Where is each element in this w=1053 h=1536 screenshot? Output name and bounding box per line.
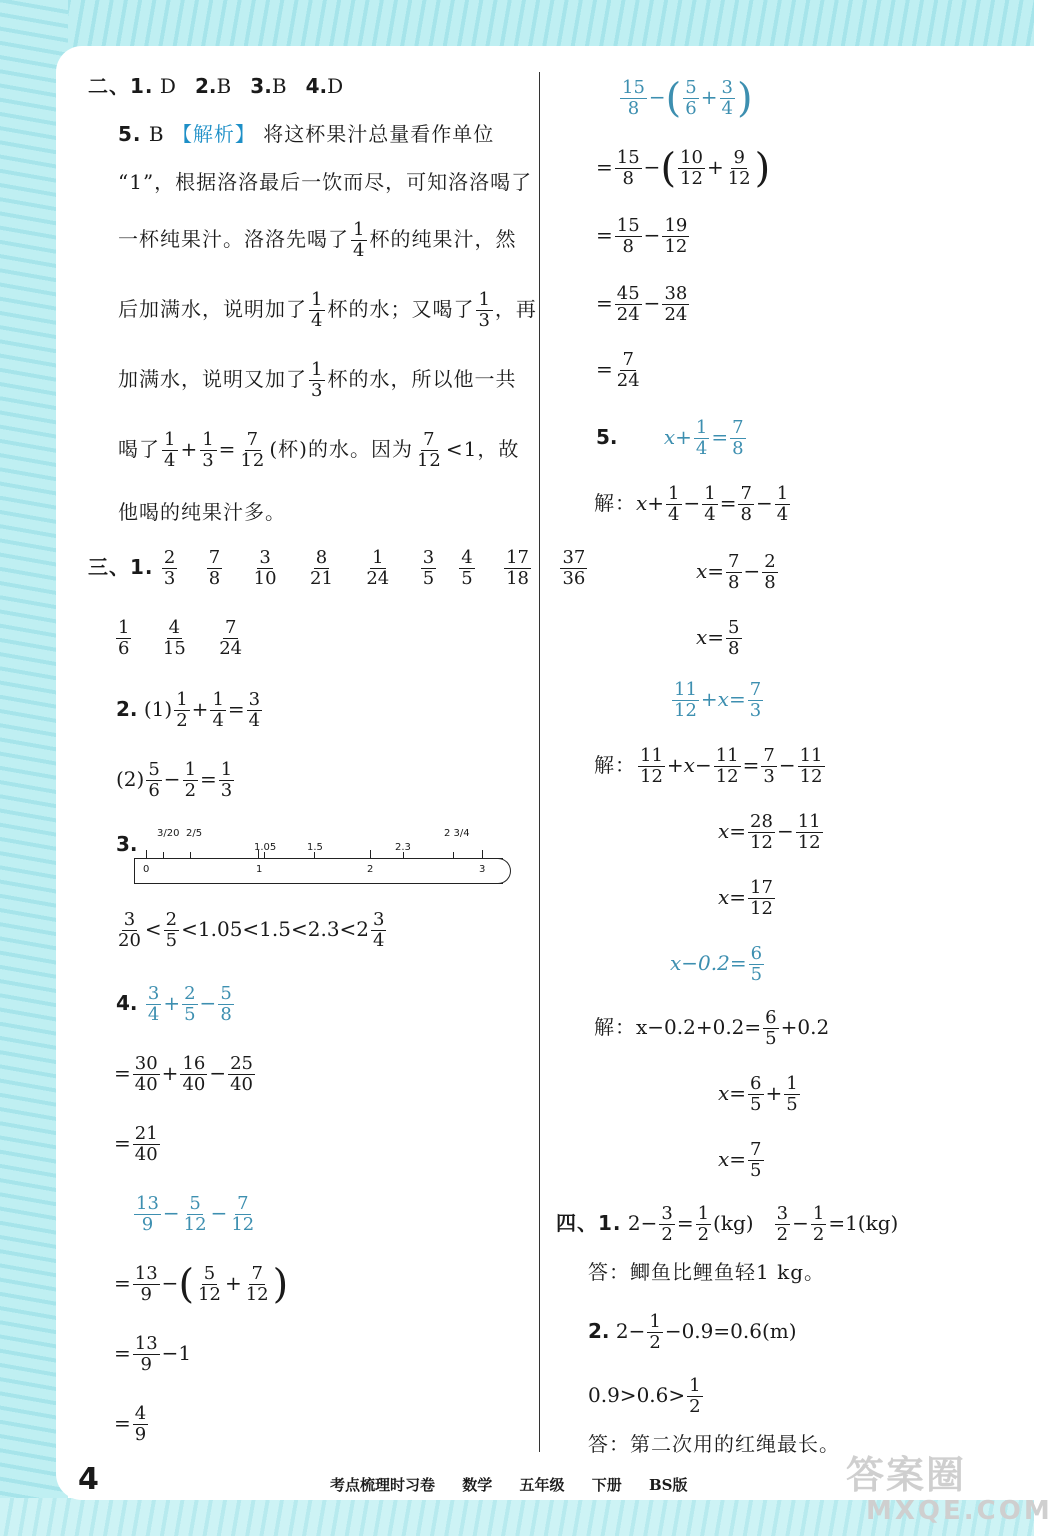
question-num: 3. [250, 74, 272, 98]
fraction: $\frac{6}{5}$ [750, 943, 763, 985]
sec2-q5-line6: 喝了 $\frac{1}{4}$ + $\frac{1}{3}$ = $\frac{7}{12}$ (杯)的水。因为 $\frac{7}{12}$ <1，故 [118, 429, 520, 471]
calc-step: = $\frac{30}{40}$ + $\frac{16}{40}$ − $\frac{25}{40}$ [114, 1053, 254, 1095]
fraction: $\frac{5}{8}$ [220, 983, 232, 1025]
fraction: $\frac{1}{3}$ [478, 289, 491, 331]
fraction: $\frac{37}{36}$ [562, 547, 586, 589]
explanation-text: 他喝的纯果汁多。 [118, 500, 286, 524]
edition: BS版 [649, 1476, 688, 1494]
explanation-text: 喝了 [118, 436, 160, 461]
sec2-q5-line3 [118, 220, 516, 261]
calc-step: = $\frac{7}{24}$ [596, 349, 640, 391]
fraction: $\frac{1}{2}$ [649, 1311, 661, 1353]
right-eq3-given [670, 944, 766, 985]
unit-text: =1(kg) [828, 1210, 899, 1235]
sub-question-label: (2) [116, 766, 145, 791]
ruler-top-label: 1.5 [307, 842, 323, 853]
fraction: $\frac{7}{5}$ [750, 1139, 762, 1181]
calc-step: = $\frac{4}{9}$ [114, 1403, 147, 1445]
ruler-top-label: 2.3 [395, 842, 411, 853]
grade: 五年级 [519, 1476, 565, 1494]
fraction: $\frac{2}{3}$ [163, 547, 176, 589]
fraction: $\frac{7}{8}$ [740, 483, 752, 525]
fraction: $\frac{7}{8}$ [728, 551, 740, 593]
question-num: 2. [588, 1318, 610, 1343]
ruler-tick [453, 852, 454, 858]
answer-4: D [327, 74, 344, 98]
fraction: $\frac{7}{8}$ [208, 547, 221, 589]
explanation-text: <1，故 [445, 436, 520, 461]
comparison-text: <1.05<1.5<2.3<2 [181, 916, 370, 941]
sec2-q5-line2 [118, 172, 532, 192]
ruler-tick [146, 850, 147, 858]
fraction: $\frac{16}{40}$ [182, 1053, 206, 1095]
sec3-q1-row1 [88, 548, 589, 589]
fraction: $\frac{21}{40}$ [134, 1123, 158, 1165]
calc-step: = $\frac{21}{40}$ [114, 1123, 158, 1165]
fraction: $\frac{1}{3}$ [202, 429, 215, 471]
fraction: $\frac{17}{18}$ [506, 547, 530, 589]
fraction: $\frac{7}{3}$ [749, 679, 762, 721]
page-number: 4 [78, 1462, 99, 1497]
fraction: $\frac{2}{5}$ [184, 983, 196, 1025]
fraction: $\frac{1}{4}$ [164, 429, 177, 471]
fraction: $\frac{7}{3}$ [763, 745, 775, 787]
fraction: $\frac{28}{12}$ [750, 811, 773, 853]
question-num: 2. [116, 696, 138, 721]
explanation-text: (杯)的水。因为 [269, 436, 413, 461]
sec3-q4-expr2: $\frac{13}{9}$ − $\frac{5}{12}$ − $\frac{7}{12}$ [136, 1193, 255, 1235]
fraction: $\frac{5}{6}$ [685, 77, 697, 119]
fraction: $\frac{38}{24}$ [664, 283, 688, 325]
ruler-tick [163, 852, 164, 858]
explanation-text: 一杯纯果汁。洛洛先喝了 [118, 226, 349, 251]
sec3-q3-comparison: $\frac{3}{20}$ < $\frac{2}{5}$ <1.05<1.5<2.3<2 $\frac{3}{4}$ [118, 909, 385, 951]
explanation-text: 杯的纯果汁，然 [369, 226, 517, 251]
fraction: $\frac{45}{24}$ [616, 283, 640, 325]
equation-text: x−0.2= [670, 950, 747, 975]
fraction: $\frac{15}{8}$ [622, 77, 645, 119]
right-expr1: $\frac{15}{8}$ −( $\frac{5}{6}$ + $\frac{3}{4}$ ) [622, 75, 753, 122]
fraction: $\frac{6}{5}$ [765, 1007, 777, 1049]
fraction: $\frac{3}{2}$ [776, 1203, 789, 1245]
fraction: $\frac{3}{2}$ [661, 1203, 673, 1245]
question-num: 3. [116, 832, 138, 856]
section-2-heading: 二、1. [88, 74, 154, 98]
explanation-text: “1”，根据洛洛最后一饮而尽，可知洛洛喝了 [118, 170, 533, 194]
solve-label: 解： [594, 1014, 636, 1039]
solve-step: x= $\frac{5}{8}$ [696, 617, 740, 659]
question-num: 5. [118, 122, 142, 146]
fraction: $\frac{7}{12}$ [416, 429, 442, 471]
ruler-bottom-label: 0 [143, 864, 150, 875]
ruler-tick [370, 850, 371, 858]
fraction: $\frac{11}{12}$ [640, 745, 663, 787]
ruler [134, 858, 503, 884]
fraction: $\frac{3}{4}$ [721, 77, 733, 119]
watermark-logo: 答案圈 [846, 1453, 967, 1497]
sec2-q5-line7 [118, 502, 286, 522]
ruler-top-label: 2 3/4 [444, 828, 470, 839]
fraction: $\frac{1}{3}$ [311, 359, 324, 401]
fraction: $\frac{2}{8}$ [764, 551, 776, 593]
ruler-top-label: 1.05 [254, 842, 277, 853]
fraction: $\frac{5}{12}$ [198, 1263, 221, 1305]
sec3-q2-1: 2. (1) $\frac{1}{2}$ + $\frac{1}{4}$ = $\frac{3}{4}$ [116, 689, 261, 731]
fraction: $\frac{11}{12}$ [799, 745, 823, 787]
fraction: $\frac{7}{12}$ [245, 1263, 269, 1305]
calc-text: −1 [161, 1340, 192, 1365]
question-num: 5. [596, 424, 618, 449]
sec4-q2-cmp [588, 1376, 705, 1417]
solve-step [594, 1008, 829, 1049]
subject: 数学 [462, 1476, 493, 1494]
fraction: $\frac{11}{12}$ [715, 745, 739, 787]
sec4-q1: 四、1. 2− $\frac{3}{2}$ = $\frac{1}{2}$ (kg) $\frac{3}{2}$ − $\frac{1}{2}$ =1(kg) [556, 1203, 899, 1245]
sub-question-label: (1) [143, 696, 173, 721]
fraction: $\frac{30}{40}$ [134, 1053, 158, 1095]
fraction: $\frac{1}{2}$ [697, 1203, 710, 1245]
fraction: $\frac{2}{5}$ [165, 909, 178, 951]
fraction: $\frac{1}{2}$ [689, 1375, 701, 1417]
answer-sentence: 答：鲫鱼比鲤鱼轻1 kg。 [588, 1260, 826, 1284]
ruler-bottom-label: 3 [479, 864, 486, 875]
explanation-text: ，再 [494, 296, 537, 321]
answer-5: B [148, 122, 165, 146]
section-4-heading: 四、1. [556, 1210, 622, 1235]
fraction: $\frac{9}{12}$ [727, 147, 751, 189]
fraction: $\frac{7}{24}$ [219, 617, 243, 659]
sec3-q4-expr1: 4. $\frac{3}{4}$ + $\frac{2}{5}$ − $\frac{5}{8}$ [116, 983, 232, 1025]
fraction: $\frac{4}{5}$ [461, 547, 473, 589]
fraction: $\frac{1}{4}$ [668, 483, 680, 525]
fraction: $\frac{11}{12}$ [674, 679, 697, 721]
fraction: $\frac{5}{12}$ [183, 1193, 207, 1235]
fraction: $\frac{1}{2}$ [812, 1203, 825, 1245]
fraction: $\frac{15}{8}$ [616, 215, 640, 257]
fraction: $\frac{7}{12}$ [231, 1193, 255, 1235]
fraction: $\frac{3}{5}$ [422, 547, 435, 589]
volume: 下册 [591, 1476, 622, 1494]
ruler-bottom-label: 2 [367, 864, 374, 875]
fraction: $\frac{15}{8}$ [616, 147, 640, 189]
analysis-tag: 【解析】 [171, 122, 256, 146]
fraction: $\frac{7}{12}$ [240, 429, 266, 471]
fraction: $\frac{8}{21}$ [310, 547, 333, 589]
ruler-tick [482, 850, 483, 858]
fraction: $\frac{3}{20}$ [118, 909, 141, 951]
question-num: 4. [116, 990, 138, 1015]
calc-step: = $\frac{45}{24}$ − $\frac{38}{24}$ [596, 283, 688, 325]
solve-step: 解： $\frac{11}{12}$ +x− $\frac{11}{12}$ = $\frac{7}{3}$ − $\frac{11}{12}$ [594, 745, 823, 787]
fraction: $\frac{6}{5}$ [750, 1073, 762, 1115]
calc-step: = $\frac{15}{8}$ −( $\frac{10}{12}$ + $\frac{9}{12}$ ) [596, 145, 771, 192]
right-q5-given: 5. x+ $\frac{1}{4}$ = $\frac{7}{8}$ [596, 417, 744, 459]
fraction: $\frac{1}{4}$ [212, 689, 224, 731]
calc-step: = $\frac{13}{9}$ −( $\frac{5}{12}$ + $\frac{7}{12}$ ) [114, 1261, 289, 1308]
solve-step: x= $\frac{6}{5}$ + $\frac{1}{5}$ [718, 1073, 798, 1115]
watermark-url: MXQE.COM [866, 1496, 1053, 1526]
fraction: $\frac{1}{4}$ [353, 219, 366, 261]
fraction: $\frac{3}{10}$ [253, 547, 277, 589]
fraction: $\frac{3}{4}$ [373, 909, 385, 951]
fraction: $\frac{1}{4}$ [695, 417, 708, 459]
solve-step: x= $\frac{7}{5}$ [718, 1139, 762, 1181]
answer-2: B [216, 74, 232, 98]
comparison-text: 0.9>0.6> [588, 1382, 686, 1407]
question-num: 2. [195, 74, 217, 98]
equation-text: +0.2 [780, 1014, 830, 1039]
fraction: $\frac{1}{5}$ [786, 1073, 798, 1115]
solve-label: 解： [594, 490, 636, 515]
fraction: $\frac{13}{9}$ [134, 1333, 158, 1375]
equation-text: −0.9=0.6(m) [664, 1318, 797, 1343]
sec2-q5-line1 [118, 124, 494, 144]
fraction: $\frac{4}{9}$ [134, 1403, 147, 1445]
fraction: $\frac{1}{2}$ [184, 759, 197, 801]
section-3-heading: 三、1. [88, 554, 154, 579]
footer-info [330, 1474, 710, 1495]
fraction: $\frac{11}{12}$ [797, 811, 821, 853]
calc-step: = $\frac{15}{8}$ − $\frac{19}{12}$ [596, 215, 688, 257]
sec2-q5-line4 [118, 290, 537, 331]
sec3-q2-2: (2) $\frac{5}{6}$ − $\frac{1}{2}$ = $\frac{1}{3}$ [116, 759, 233, 801]
fraction: $\frac{1}{4}$ [311, 289, 324, 331]
solve-step: x= $\frac{7}{8}$ − $\frac{2}{8}$ [696, 551, 776, 593]
fraction: $\frac{10}{12}$ [680, 147, 703, 189]
fraction: $\frac{3}{4}$ [147, 983, 160, 1025]
solve-step: x= $\frac{28}{12}$ − $\frac{11}{12}$ [718, 811, 821, 853]
ruler-bottom-label: 1 [256, 864, 263, 875]
fraction: $\frac{1}{4}$ [776, 483, 789, 525]
book-title: 考点梳理时习卷 [330, 1476, 436, 1494]
fraction: $\frac{1}{4}$ [704, 483, 716, 525]
fraction: $\frac{17}{12}$ [750, 877, 773, 919]
fraction: $\frac{4}{15}$ [162, 617, 186, 659]
solve-step: 解：x+ $\frac{1}{4}$ − $\frac{1}{4}$ = $\frac{7}{8}$ − $\frac{1}{4}$ [594, 483, 789, 525]
fraction: $\frac{19}{12}$ [664, 215, 688, 257]
fraction: $\frac{5}{8}$ [728, 617, 740, 659]
answer-1: D [159, 74, 176, 98]
sec3-q1-row2 [114, 618, 246, 659]
fraction: $\frac{7}{8}$ [732, 417, 744, 459]
explanation-text: 杯的水，所以他一共 [327, 366, 517, 391]
right-eq2-given: $\frac{11}{12}$ +x= $\frac{7}{3}$ [674, 679, 762, 721]
ruler-tick [190, 852, 191, 858]
ruler-top-label: 2/5 [186, 828, 203, 839]
answer-3: B [271, 74, 287, 98]
column-divider [539, 72, 540, 1452]
explanation-text: 将这杯果汁总量看作单位 [263, 122, 495, 146]
explanation-text: 后加满水，说明加了 [118, 296, 307, 321]
fraction: $\frac{1}{3}$ [220, 759, 233, 801]
fraction: $\frac{1}{6}$ [118, 617, 130, 659]
question-num: 4. [305, 74, 328, 98]
solve-label: 解： [594, 752, 636, 777]
solve-step: x= $\frac{17}{12}$ [718, 877, 773, 919]
fraction: $\frac{13}{9}$ [134, 1263, 158, 1305]
calc-step: = $\frac{13}{9}$ −1 [114, 1333, 192, 1375]
fraction: $\frac{3}{4}$ [248, 689, 261, 731]
answer-sentence: 答：第二次用的红绳最长。 [588, 1432, 840, 1456]
fraction: $\frac{25}{40}$ [230, 1053, 254, 1095]
fraction: $\frac{7}{24}$ [616, 349, 640, 391]
explanation-text: 加满水，说明又加了 [118, 366, 307, 391]
unit-text: (kg) [713, 1210, 754, 1235]
ruler-top-label: 3/20 [157, 828, 180, 839]
sec2-answers-row [88, 76, 343, 96]
sec4-q2: 2. 2− $\frac{1}{2}$ −0.9=0.6(m) [588, 1311, 797, 1353]
sec2-q5-line5 [118, 360, 516, 401]
fraction: $\frac{1}{2}$ [176, 689, 188, 731]
fraction: $\frac{5}{6}$ [148, 759, 160, 801]
fraction: $\frac{1}{24}$ [366, 547, 390, 589]
explanation-text: 杯的水；又喝了 [327, 296, 475, 321]
equation-text: x−0.2+0.2= [636, 1014, 762, 1039]
fraction: $\frac{13}{9}$ [136, 1193, 159, 1235]
